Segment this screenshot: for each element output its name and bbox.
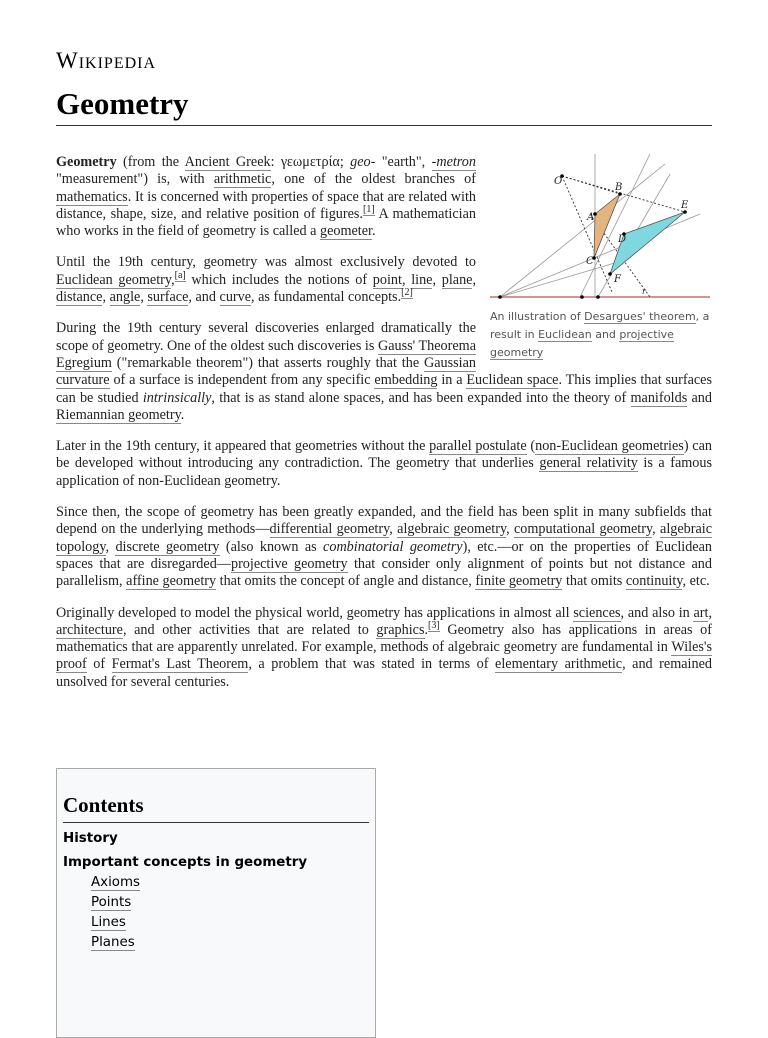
link-elementary-arithmetic[interactable]: elementary arithmetic [495,656,623,673]
link-sciences[interactable]: sciences [573,604,621,621]
link-graphics[interactable]: graphics [376,621,425,638]
label-b: B [615,182,623,193]
paragraph-4: Later in the 19th century, it appeared that geometries without the parallel postulate (non-Euclidean geometries) can be developed without introducing any contradiction. The geometry that underlies general relativity is a famous application of non-Euclidean geometry. [56,438,712,489]
emphasis-intrinsically: intrinsically [142,389,212,406]
toc-item-lines[interactable]: Lines [91,915,126,930]
toc-item-important-concepts[interactable]: Important concepts in geometry [63,855,308,870]
link-finite-geometry[interactable]: finite geometry [475,573,563,590]
link-riemannian-geometry[interactable]: Riemannian geometry [56,406,181,423]
link-algebraic-topology[interactable]: algebraic topology [56,521,713,555]
paragraph-6: Originally developed to model the physical world, geometry has applications in almost all sciences, and also in art, architecture, and other activities that are related to graphics.[3] Geometry also has applications in areas of mathematics that are apparently unrelated. For example, methods of algebraic geometry are fundamental in Wiles's proof of Fermat's Last Theorem, a problem that was stated in terms of elementary arithmetic, and remained unsolved for several centuries. [56,604,712,690]
caption-text: An illustration of [490,310,585,323]
link-euclidean-space[interactable]: Euclidean space [466,372,559,389]
article-body [56,154,712,705]
link-gaussian-curvature[interactable]: Gaussian curvature [56,354,476,389]
reference-3[interactable]: [3] [428,620,440,632]
link-geometer[interactable]: geometer [319,223,372,240]
link-theorema-egregium[interactable]: Gauss' Theorema Egregium [56,337,477,371]
toc-item-points[interactable]: Points [91,895,132,910]
paragraph-3: During the 19th century several discoveries enlarged dramatically the scope of geometry. One of the oldest such discoveries is Gauss' Theorema Egregium ("remarkable theorem") that asserts roughly that the Gaussian curvature of a surface is independent from any specific embedding in a Euclidean space. This implies that surfaces can be studied intrinsically, that is as stand alone spaces, and has been expanded into the theory of manifolds and Riemannian geometry. [56,320,712,423]
note-a[interactable]: [a] [174,270,186,282]
link-angle[interactable]: angle [109,289,141,306]
link-projective-geometry[interactable]: projective geometry [490,328,674,359]
caption-text: , a result in [490,310,710,341]
toc-item-history[interactable]: History [63,831,118,846]
label-a: A [587,212,595,223]
label-e: E [681,200,689,211]
link-embedding[interactable]: embedding [374,372,438,389]
link-fermats-last-theorem[interactable]: Fermat's Last Theorem [111,656,249,673]
link-continuity[interactable]: continuity [625,573,683,590]
caption-text: and [591,328,620,341]
link-differential-geometry[interactable]: differential geometry [269,521,390,538]
link-euclidean[interactable]: Euclidean [538,328,592,341]
link-parallel-postulate[interactable]: parallel postulate [429,438,527,455]
paragraph-5: Since then, the scope of geometry has been greatly expanded, and the field has been split in many subfields that depend on the underlying methods—differential geometry, algebraic geometry, computational geometry, algebraic topology, discrete geometry (also known as combinatorial geometry), etc.—or on the properties of Euclidean spaces that are disregarded—projective geometry that consider only alignment of points but not distance and parallelism, affine geometry that omits the concept of angle and distance, finite geometry that omits continuity, etc. [56,504,713,590]
link-line[interactable]: line [411,271,433,288]
label-o: O [554,176,563,187]
link-wiles-proof[interactable]: Wiles's proof [56,639,712,673]
link-arithmetic[interactable]: arithmetic [213,171,272,188]
link-architecture[interactable]: architecture [56,621,123,638]
toc-item-axioms[interactable]: Axioms [91,875,141,890]
link-point[interactable]: point [372,271,402,288]
link-manifolds[interactable]: manifolds [630,389,688,406]
table-of-contents [56,768,376,1038]
paragraph-2: Until the 19th century, geometry was almost exclusively devoted to Euclidean geometry,[a] which includes the notions of point, line, plane, distance, angle, surface, and curve, as fundamental concepts.[2] [56,254,477,306]
term-geometry: Geometry [56,154,117,170]
etymology-geo: geo- [350,154,376,170]
reference-2[interactable]: [2] [401,287,413,299]
link-discrete-geometry[interactable]: discrete geometry [115,538,220,555]
link-metron[interactable]: -metron [431,154,476,170]
page-title: Geometry [56,86,189,121]
link-desargues-theorem[interactable]: Desargues' theorem [584,310,696,323]
emphasis-combinatorial-geometry: combinatorial geometry [323,538,463,555]
label-c: C [586,256,594,267]
link-affine-geometry[interactable]: affine geometry [126,573,217,590]
desargues-figure [490,154,712,362]
link-ancient-greek[interactable]: Ancient Greek [184,154,271,170]
figure-caption [490,308,712,362]
label-f: F [614,274,621,285]
toc-item-planes[interactable]: Planes [91,935,135,950]
link-surface[interactable]: surface [147,289,189,306]
desargues-diagram[interactable] [490,154,712,304]
wikipedia-wordmark[interactable]: Wikipedia [56,48,157,73]
link-euclidean-geometry[interactable]: Euclidean geometry [56,271,172,288]
title-divider [56,125,712,126]
label-d: D [618,234,627,245]
reference-1[interactable]: [1] [362,204,375,216]
paragraph-1: Geometry (from the Ancient Greek: γεωμετρία; geo- "earth", -metron "measurement") is, with arithmetic, one of the oldest branches of mathematics. It is concerned with properties of space that are related with distance, shape, size, and relative position of figures.[1] A mathematician who works in the field of geometry is called a geometer. [56,154,476,240]
link-art[interactable]: art [693,604,709,621]
label-r: r [642,287,646,296]
link-plane[interactable]: plane [441,271,473,288]
link-distance[interactable]: distance [56,289,103,306]
link-computational-geometry[interactable]: computational geometry [514,521,653,538]
link-projective-geometry-body[interactable]: projective geometry [230,555,348,572]
link-curve[interactable]: curve [219,289,252,306]
dotted-OB [562,176,623,194]
link-algebraic-geometry[interactable]: algebraic geometry [397,521,507,538]
link-non-euclidean-geometries[interactable]: non-Euclidean geometries [535,438,684,455]
dotted-OE [562,176,685,212]
link-mathematics[interactable]: mathematics [56,188,128,205]
link-general-relativity[interactable]: general relativity [539,455,638,472]
ray-3 [500,262,618,297]
toc-title: Contents [63,793,369,823]
